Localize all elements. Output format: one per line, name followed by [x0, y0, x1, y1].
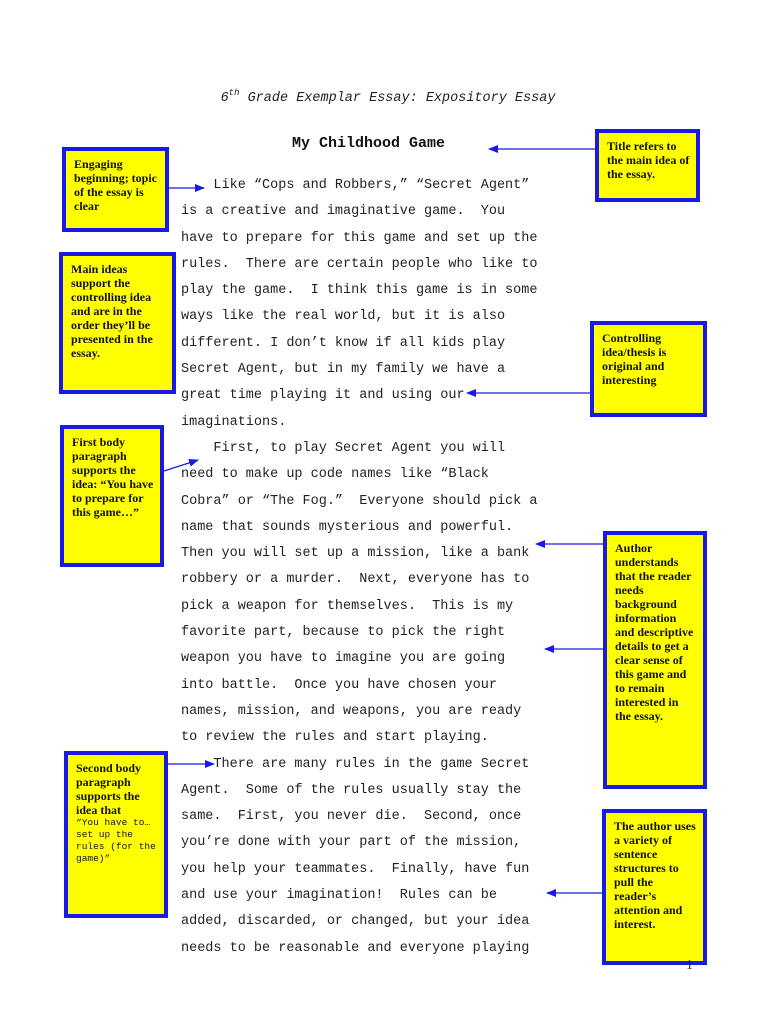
essay-line: play the game. I think this game is in some — [181, 283, 538, 299]
essay-line: Then you will set up a mission, like a bank — [181, 546, 530, 562]
essay-line: is a creative and imaginative game. You — [181, 204, 506, 220]
arrow-first-body — [164, 460, 198, 471]
essay-line: favorite part, because to pick the right — [181, 625, 506, 641]
essay-line: different. I don’t know if all kids play — [181, 335, 506, 351]
essay-line: Like “Cops and Robbers,” “Secret Agent” — [181, 178, 530, 193]
essay-line: same. First, you never die. Second, once — [181, 809, 522, 825]
essay-line: pick a weapon for themselves. This is my — [181, 598, 514, 614]
note-first-body-text: First body paragraph supports the idea: “You have to prepare for this game…” — [72, 435, 154, 519]
note-second-body-quote: “You have to…set up the rules (for the game)” — [76, 817, 156, 864]
essay-line: weapon you have to imagine you are going — [181, 651, 506, 667]
essay-line: great time playing it and using our — [181, 388, 465, 404]
essay-line: to review the rules and start playing. — [181, 730, 489, 746]
header-text: Grade Exemplar Essay: Expository Essay — [239, 91, 556, 106]
essay-line: First, to play Secret Agent you will — [181, 440, 506, 456]
page-number: 1 — [686, 958, 693, 973]
essay-line: imaginations. — [181, 414, 287, 430]
essay-line: need to make up code names like “Black — [181, 467, 489, 483]
header-grade-number: 6 — [220, 91, 229, 106]
note-main-ideas-text: Main ideas support the controlling idea and are in the order they’ll be presented in the essay. — [71, 262, 153, 360]
note-controlling-text: Controlling idea/thesis is original and interesting — [602, 331, 667, 387]
essay-line: have to prepare for this game and set up the — [181, 230, 538, 246]
note-variety-text: The author uses a variety of sentence structures to pull the reader’s attention and interest. — [614, 819, 696, 931]
essay-line: Cobra” or “The Fog.” Everyone should pick a — [181, 493, 538, 509]
essay-line: ways like the real world, but it is also — [181, 309, 506, 325]
essay-line: robbery or a murder. Next, everyone has to — [181, 572, 530, 588]
essay-line: There are many rules in the game Secret — [181, 756, 530, 772]
essay-line: names, mission, and weapons, you are ready — [181, 703, 522, 719]
essay-line: you help your teammates. Finally, have fun — [181, 861, 530, 877]
note-title-text: Title refers to the main idea of the essay. — [607, 139, 690, 181]
note-author-understands-text: Author understands that the reader needs background information and descriptive details to get a clear sense of this game and to remain interested in the essay. — [615, 541, 694, 723]
essay-line: rules. There are certain people who like to — [181, 256, 538, 272]
essay-line: name that sounds mysterious and powerful. — [181, 519, 514, 535]
essay-title: My Childhood Game — [292, 135, 446, 152]
essay-line: into battle. Once you have chosen your — [181, 677, 497, 693]
note-second-body-label: Second body paragraph supports the idea that — [76, 761, 142, 817]
essay-line: Agent. Some of the rules usually stay the — [181, 782, 522, 798]
essay-line: Secret Agent, but in my family we have a — [181, 362, 506, 378]
essay-line: added, discarded, or changed, but your idea — [181, 914, 530, 930]
essay-line: needs to be reasonable and everyone playing — [181, 940, 530, 956]
essay-line: you’re done with your part of the mission, — [181, 835, 522, 851]
note-engaging-text: Engaging beginning; topic of the essay is clear — [74, 157, 158, 213]
header-grade-suffix: th — [228, 88, 240, 98]
essay-line: and use your imagination! Rules can be — [181, 888, 497, 904]
